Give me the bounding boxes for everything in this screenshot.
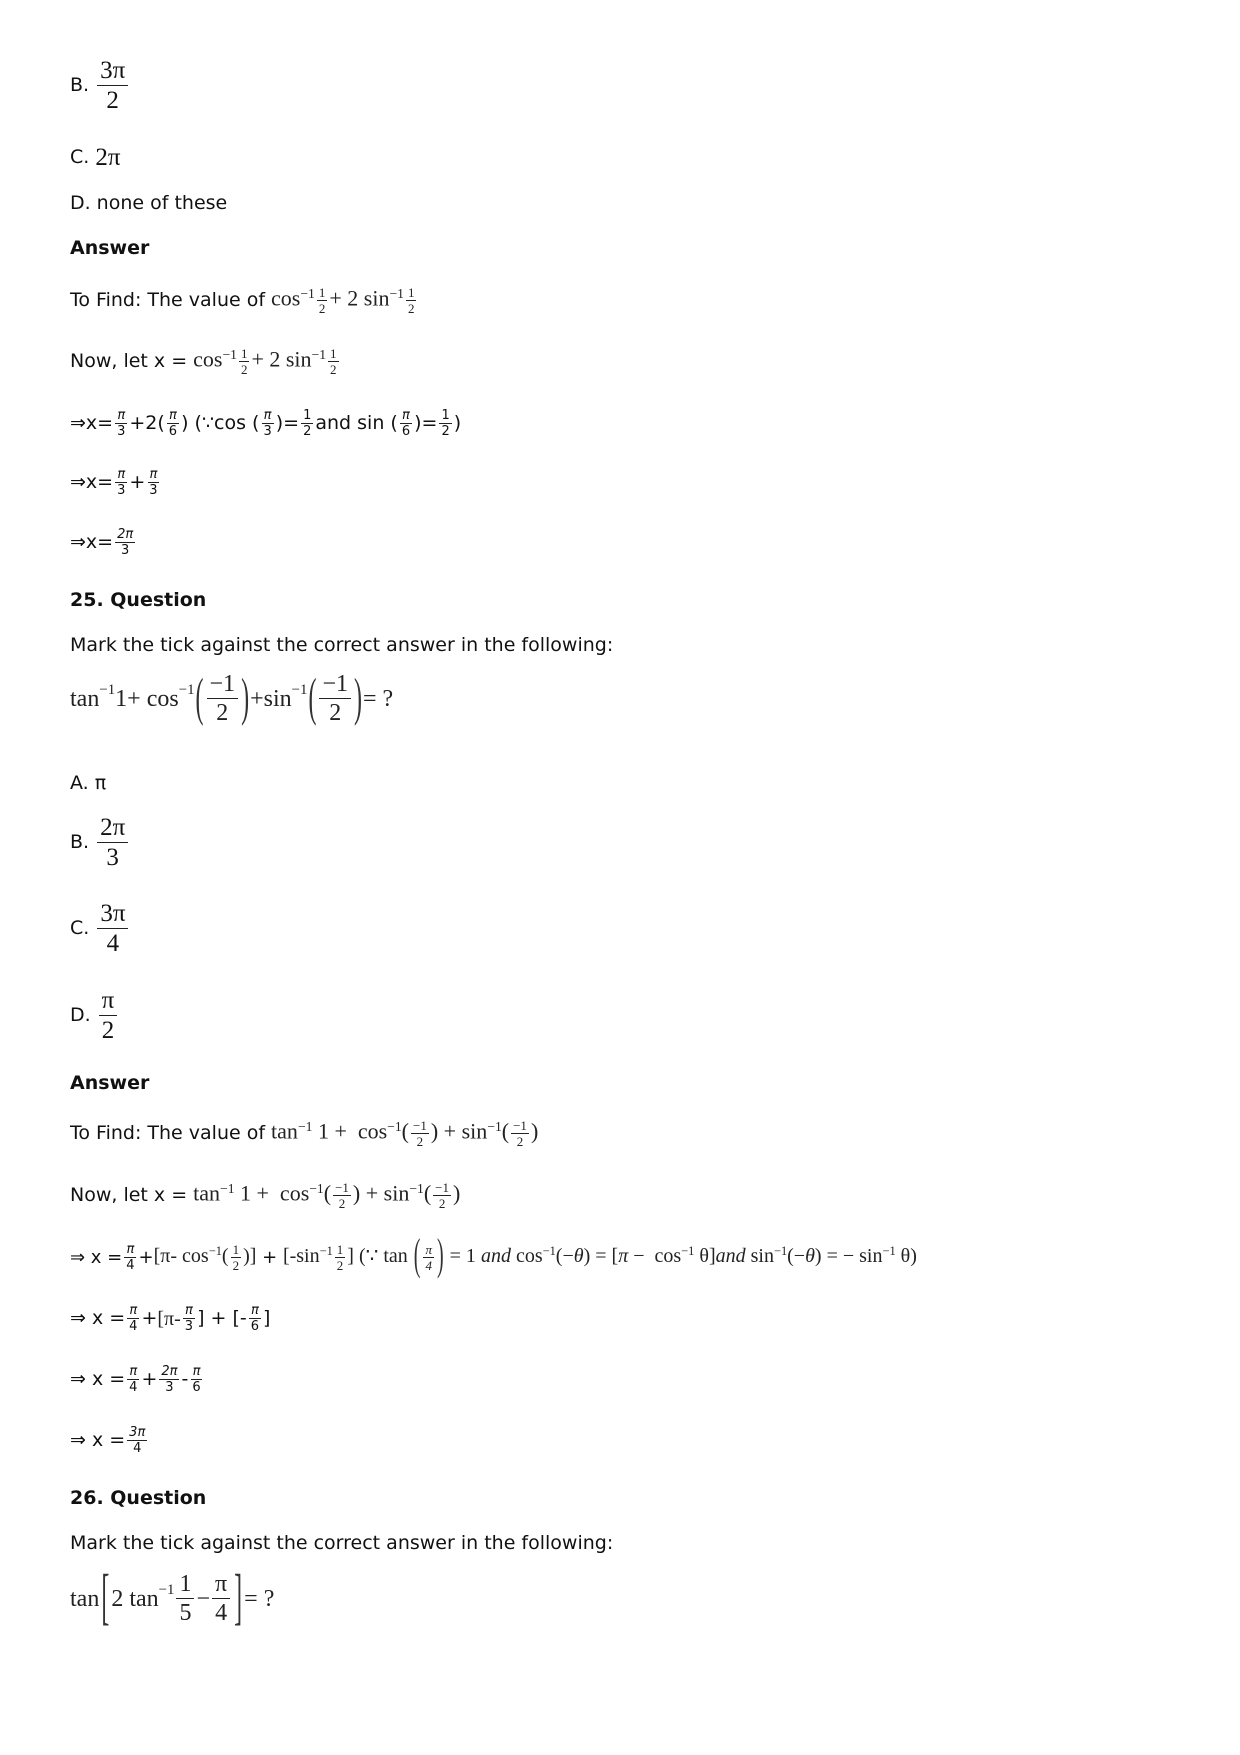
step-prefix: ⇒ x = xyxy=(70,1429,126,1451)
step-line: ⇒ x = $\frac{\pi}{4}$ + [π- $\frac{\pi}{3}$ ] + [- $\frac{\pi}{6}$ ] xyxy=(70,1303,271,1334)
option-d xyxy=(70,988,119,1043)
step-line: ⇒ x = $\frac{\pi}{4}$ + [π- $\cos^{-1}$( $\frac{1}{2}$ )] + [$-\sin^{-1}$ $\frac{1}{2}$ ] (∵ tan ( $\frac{\pi}{4}$ ) = 1 and $\cos^{-1}(-\theta) = [\pi - \cos^{-1} \theta]and$ $\sin^{-1}(-\theta)$ = − $\sin^{-1} \theta$) xyxy=(70,1231,917,1281)
option-fraction: $\frac{\pi}{2}$ xyxy=(99,988,118,1043)
step-prefix: ⇒ x = xyxy=(70,1307,126,1329)
question-heading: 25. Question xyxy=(70,589,207,611)
option-label: D. xyxy=(70,1004,91,1026)
now-let-line xyxy=(70,346,341,377)
step-text: and sin xyxy=(315,412,385,434)
question-instruction: Mark the tick against the correct answer in the following: xyxy=(70,1532,614,1554)
to-find-line xyxy=(70,285,418,316)
step-line: ⇒x= $\frac{\pi}{3}$ + $\frac{\pi}{3}$ xyxy=(70,467,158,498)
question-instruction: Mark the tick against the correct answer in the following: xyxy=(70,634,614,656)
option-label: C. xyxy=(70,146,90,168)
option-label: A. xyxy=(70,772,89,794)
expression: $\tan^{-1} 1 + \cos^{-1}$( $\frac{-1}{2}$ ) + $\sin^{-1}$( $\frac{-1}{2}$ ) xyxy=(271,1118,539,1149)
option-b xyxy=(70,815,130,870)
option-d xyxy=(70,194,227,213)
expression: $\cos^{-1}$ $\frac{1}{2}$ + 2 $\sin^{-1}$ $\frac{1}{2}$ xyxy=(271,285,415,316)
step-prefix: ⇒x= xyxy=(70,471,114,493)
option-fraction: $\frac{3\pi}{4}$ xyxy=(97,901,128,956)
option-value: 2π xyxy=(95,144,121,171)
expression: $\tan^{-1} 1 + \cos^{-1}$( $\frac{-1}{2}$ ) + $\sin^{-1}$( $\frac{-1}{2}$ ) xyxy=(193,1180,461,1211)
expression: $\cos^{-1}$ $\frac{1}{2}$ + 2 $\sin^{-1}$ $\frac{1}{2}$ xyxy=(193,346,337,377)
to-find-label: To Find: The value of xyxy=(70,1122,266,1144)
option-c xyxy=(70,901,130,956)
option-value: π xyxy=(94,772,107,794)
answer-heading: Answer xyxy=(70,237,150,259)
step-prefix: ⇒x= xyxy=(70,412,114,434)
answer-heading: Answer xyxy=(70,1072,150,1094)
to-find-line xyxy=(70,1118,538,1149)
result-fraction: $\frac{3\pi}{4}$ xyxy=(129,1425,146,1456)
now-let-label: Now, let x = xyxy=(70,1184,188,1206)
step-line xyxy=(70,527,137,558)
option-c xyxy=(70,145,120,170)
question-expression: tan −1 1+ cos −1 ( $\frac{-1}{2}$ ) +sin −1 ( $\frac{-1}{2}$ ) = ? xyxy=(70,669,394,728)
to-find-label: To Find: The value of xyxy=(70,289,266,311)
step-prefix: ⇒ x = xyxy=(70,1246,123,1268)
step-line xyxy=(70,1425,149,1456)
option-text: none of these xyxy=(96,192,228,214)
question-expression: tan [ 2 tan −1 $\frac{1}{5}$ − $\frac{\pi}{4}$ ] = ? xyxy=(70,1564,275,1633)
option-b xyxy=(70,58,130,113)
step-prefix: ⇒x= xyxy=(70,531,114,553)
option-label: B. xyxy=(70,831,90,853)
option-label: D. xyxy=(70,192,91,214)
now-let-label: Now, let x = xyxy=(70,350,188,372)
option-label: B. xyxy=(70,74,90,96)
option-a xyxy=(70,774,106,793)
step-prefix: ⇒ x = xyxy=(70,1368,126,1390)
step-line: ⇒x= $\frac{\pi}{3}$ +2( $\frac{\pi}{6}$ ) (∵cos ( $\frac{\pi}{3}$ )= $\frac{1}{2}$ and sin ( $\frac{\pi}{6}$ )= $\frac{1}{2}$ ) xyxy=(70,408,462,439)
result-fraction: $\frac{2\pi}{3}$ xyxy=(117,527,134,558)
step-line: ⇒ x = $\frac{\pi}{4}$ + $\frac{2\pi}{3}$ - $\frac{\pi}{6}$ xyxy=(70,1364,201,1395)
option-fraction: $\frac{3\pi}{2}$ xyxy=(97,58,128,113)
question-heading: 26. Question xyxy=(70,1487,207,1509)
now-let-line xyxy=(70,1180,460,1211)
option-fraction: $\frac{2\pi}{3}$ xyxy=(97,815,128,870)
option-label: C. xyxy=(70,917,90,939)
